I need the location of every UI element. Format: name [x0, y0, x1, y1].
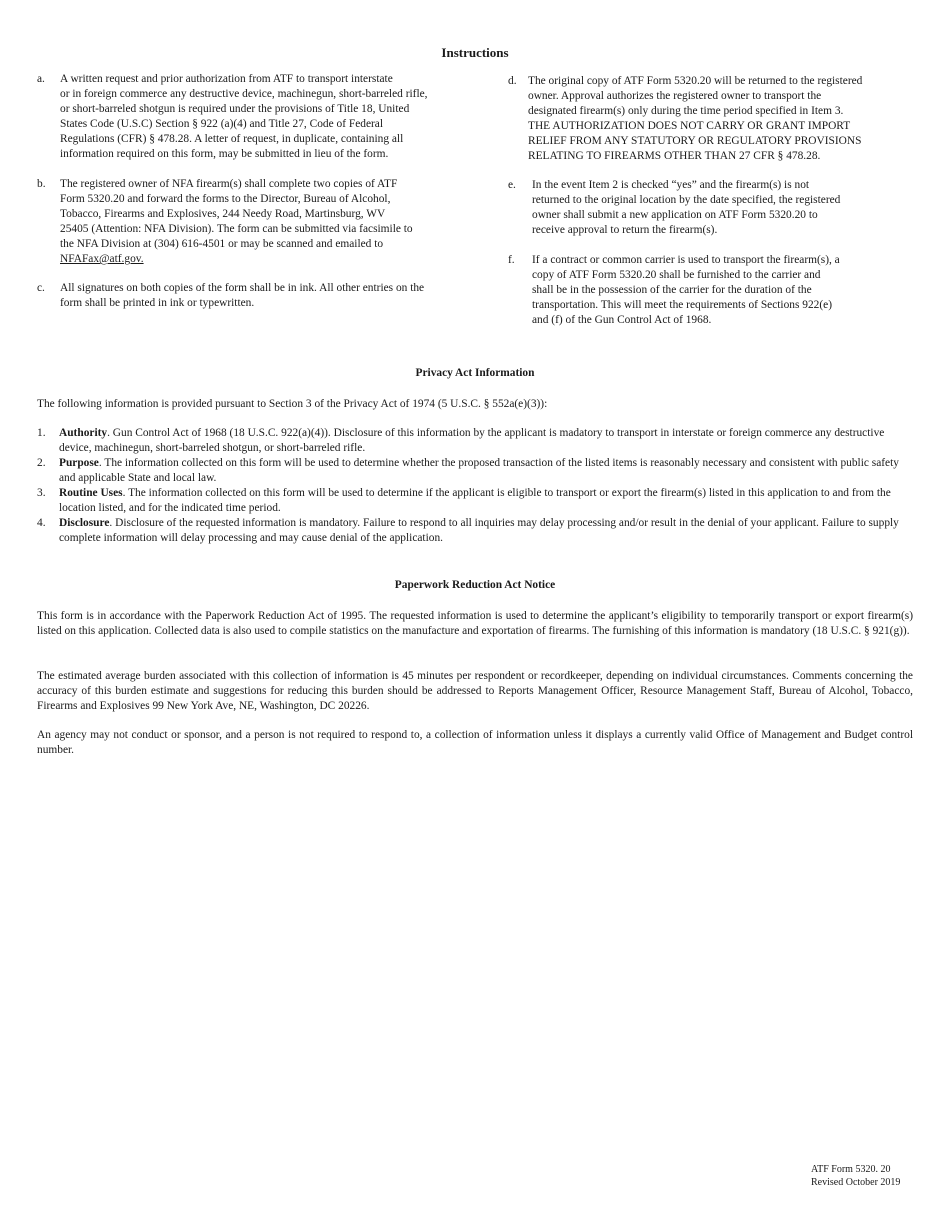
instruction-text: The original copy of ATF Form 5320.20 will be returned to the registered owner. Approval authorizes the registered owner to transport the designated firearm(s) only during the time period specified in Item 3. THE AUTHORIZATION DOES NOT CARRY OR GRANT IMPORT RELIEF FROM ANY STATUTORY OR REGULATORY PROVISIONS RELATING TO FIREARMS OTHER THAN 27 CFR § 478.28.	[528, 75, 863, 162]
instruction-item-b	[37, 177, 467, 267]
privacy-item-disclosure	[37, 516, 913, 546]
paperwork-paragraph-2: The estimated average burden associated with this collection of information is 45 minutes per respondent or recordkeeper, depending on individual circumstances. Comments concerning the accuracy of this burden estimate and suggestions for reducing this burden should be addressed to Reports Management Officer, Resource Management Staff, Bureau of Alcohol, Tobacco, Firearms and Explosives 99 New York Ave, NE, Washington, DC 20226.	[37, 670, 913, 712]
nfa-fax-email-link[interactable]: NFAFax@atf.gov.	[60, 253, 144, 265]
instruction-item-c	[37, 281, 467, 311]
privacy-item-authority	[37, 426, 913, 456]
instruction-marker: b.	[37, 178, 46, 190]
privacy-item-text: . The information collected on this form will be used to determine whether the proposed transaction of the listed items is reasonably necessary and consistent with public safety and applicable State and local law.	[59, 457, 899, 484]
privacy-item-purpose	[37, 456, 913, 486]
instruction-text: If a contract or common carrier is used to transport the firearm(s), a copy of ATF Form 5320.20 shall be furnished to the carrier and shall be in the possession of the carrier for the duration of the transportation. This will meet the requirements of Sections 922(e) and (f) of the Gun Control Act of 1968.	[532, 254, 840, 326]
revision-date: Revised October 2019	[811, 1177, 901, 1188]
privacy-item-marker: 3.	[37, 487, 46, 499]
paperwork-paragraph-1: This form is in accordance with the Paperwork Reduction Act of 1995. The requested information is used to determine the applicant’s eligibility to temporarily transport or export firearm(s) listed on this application. Collected data is also used to compile statistics on the manufacture and exportation of firearms. The furnishing of this information is mandatory (18 U.S.C. § 921(g)).	[37, 610, 913, 637]
instruction-text: The registered owner of NFA firearm(s) shall complete two copies of ATF Form 5320.20 and forward the forms to the Director, Bureau of Alcohol, Tobacco, Firearms and Explosives, 244 Needy Road, Martinsburg, WV 25405 (Attention: NFA Division). The form can be submitted via facsimile to the NFA Division at (304) 616-4501 or may be scanned and emailed to	[60, 178, 413, 250]
instruction-marker: d.	[508, 75, 517, 87]
form-number: ATF Form 5320. 20	[811, 1164, 891, 1175]
privacy-item-marker: 1.	[37, 427, 46, 439]
privacy-item-label: Authority	[59, 427, 108, 439]
privacy-item-label: Routine Uses	[59, 487, 123, 499]
privacy-item-marker: 2.	[37, 457, 46, 469]
form-footer	[811, 1163, 900, 1189]
paperwork-act-heading: Paperwork Reduction Act Notice	[394, 579, 556, 591]
instruction-item-f	[508, 253, 908, 328]
instructions-heading: Instructions	[441, 45, 509, 60]
instruction-marker: a.	[37, 73, 45, 85]
instruction-text: All signatures on both copies of the form shall be in ink. All other entries on the form shall be printed in ink or typewritten.	[60, 282, 425, 309]
privacy-item-label: Disclosure	[59, 517, 110, 529]
instruction-text: A written request and prior authorization from ATF to transport interstate or in foreign commerce any destructive device, machinegun, short-barreled rifle, or short-barreled shotgun is required under the provisions of Title 18, United States Code (U.S.C) Section § 922 (a)(4) and Title 27, Code of Federal Regulations (CFR) § 478.28. A letter of request, in duplicate, containing all information required on this form, may be submitted in lieu of the form.	[60, 73, 428, 160]
privacy-item-text: . Disclosure of the requested information is mandatory. Failure to respond to all inquiries may delay processing and/or result in the denial of your applicant. Failure to supply complete information will delay processing and may cause denial of the application.	[59, 517, 899, 544]
privacy-item-routine-uses	[37, 486, 913, 516]
privacy-item-marker: 4.	[37, 517, 46, 529]
instruction-item-e	[508, 178, 908, 238]
privacy-act-heading: Privacy Act Information	[415, 367, 535, 379]
privacy-item-text: . Gun Control Act of 1968 (18 U.S.C. 922(a)(4)). Disclosure of this information by the applicant is madatory to transport in interstate or foreign commerce any destructive device, machinegun, short-barreled shotgun, or short-barreled rifle.	[59, 427, 885, 454]
paperwork-paragraph-3: An agency may not conduct or sponsor, and a person is not required to respond to, a collection of information unless it displays a currently valid Office of Management and Budget control number.	[37, 729, 913, 756]
instruction-marker: c.	[37, 282, 45, 294]
instruction-marker: f.	[508, 254, 515, 266]
privacy-intro: The following information is provided pursuant to Section 3 of the Privacy Act of 1974 (5 U.S.C. § 552a(e)(3)):	[37, 398, 548, 410]
privacy-item-text: . The information collected on this form will be used to determine if the applicant is eligible to transport or export the firearm(s) listed in this application to and from the location listed, and for the indicated time period.	[59, 487, 891, 514]
instruction-item-d	[508, 74, 908, 164]
privacy-item-label: Purpose	[59, 457, 99, 469]
instruction-item-a	[37, 72, 467, 162]
instruction-text: In the event Item 2 is checked “yes” and the firearm(s) is not returned to the original location by the date specified, the registered owner shall submit a new application on ATF Form 5320.20 to receive approval to return the firearm(s).	[532, 179, 841, 236]
instruction-marker: e.	[508, 179, 516, 191]
